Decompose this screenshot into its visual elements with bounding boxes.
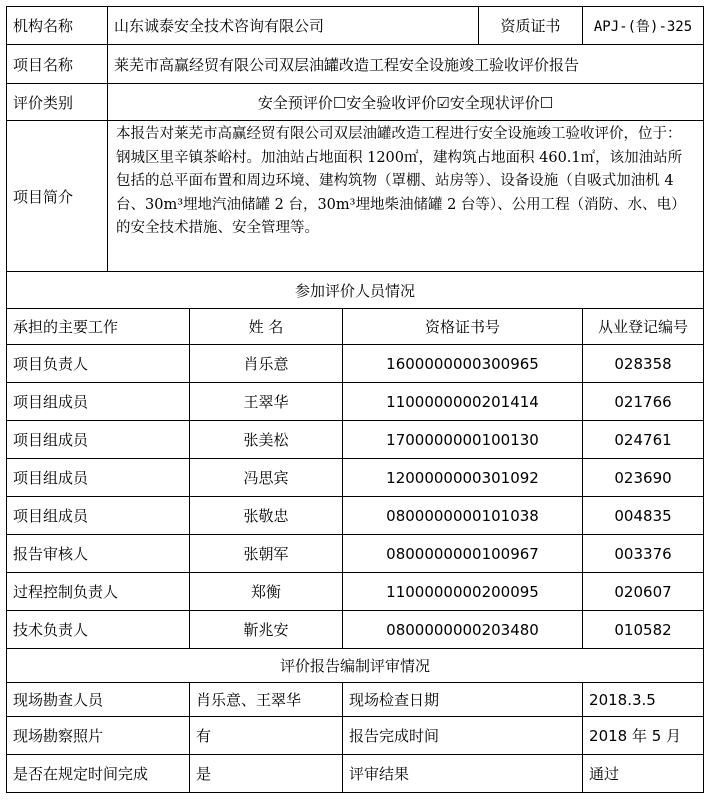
project-intro-text: 本报告对莱芜市高赢经贸有限公司双层油罐改造工程进行安全设施竣工验收评价，位于：钢城区里辛镇茶峪村。加油站占地面积 1200㎡，建构筑占地面积 460.1㎡，该加油站所包括的总平面布置和周边环境、建构筑物（罩棚、站房等）、设备设施（自吸式加油机 4 台、30m³埋地汽油储罐 2 台，30m³埋地柴油储罐 2 台等）、公用工程（消防、水、电）的安全技术措施、安全管理等。 [108,121,704,272]
person-cert: 0800000000203480 [343,611,583,649]
project-name-row [7,45,704,84]
col-header-role: 承担的主要工作 [7,309,190,345]
person-reg: 020607 [583,573,704,611]
person-reg: 023690 [583,459,704,497]
person-reg: 004835 [583,497,704,535]
person-name: 王翠华 [190,383,343,421]
survey-staff-label: 现场勘查人员 [7,683,190,717]
photos-label: 现场勘察照片 [7,717,190,755]
person-role: 项目组成员 [7,421,190,459]
person-reg: 021766 [583,383,704,421]
inspection-date-label: 现场检查日期 [343,683,583,717]
cert-label: 资质证书 [479,7,583,45]
project-intro-label: 项目简介 [7,121,108,272]
person-name: 张朝军 [190,535,343,573]
person-cert: 0800000000100967 [343,535,583,573]
personnel-section-title: 参加评价人员情况 [7,272,704,309]
person-cert: 1100000000201414 [343,383,583,421]
person-reg: 010582 [583,611,704,649]
review-row-survey [7,683,704,717]
person-role: 项目组成员 [7,459,190,497]
review-row-result [7,755,704,793]
result-value: 通过 [583,755,704,793]
cert-value: APJ-(鲁)-325 [583,7,704,45]
col-header-name: 姓 名 [190,309,343,345]
person-cert: 1100000000200095 [343,573,583,611]
table-row [7,421,704,459]
col-header-cert: 资格证书号 [343,309,583,345]
col-header-reg: 从业登记编号 [583,309,704,345]
on-time-label: 是否在规定时间完成 [7,755,190,793]
result-label: 评审结果 [343,755,583,793]
person-name: 张敬忠 [190,497,343,535]
org-value: 山东诚泰安全技术咨询有限公司 [108,7,479,45]
personnel-section-header [7,272,704,309]
person-name: 冯思宾 [190,459,343,497]
person-role: 项目组成员 [7,383,190,421]
person-role: 报告审核人 [7,535,190,573]
table-row [7,459,704,497]
review-row-photos [7,717,704,755]
completion-value: 2018 年 5 月 [583,717,704,755]
person-role: 项目组成员 [7,497,190,535]
project-intro-row [7,121,704,272]
review-section-title: 评价报告编制评审情况 [7,649,704,683]
org-label: 机构名称 [7,7,108,45]
table-row [7,383,704,421]
person-name: 肖乐意 [190,345,343,383]
person-reg: 003376 [583,535,704,573]
photos-value: 有 [190,717,343,755]
eval-type-label: 评价类别 [7,84,108,121]
eval-type-value: 安全预评价☐安全验收评价☑安全现状评价☐ [108,84,704,121]
person-cert: 1700000000100130 [343,421,583,459]
review-section-header [7,649,704,683]
project-name-label: 项目名称 [7,45,108,84]
person-role: 技术负责人 [7,611,190,649]
inspection-date-value: 2018.3.5 [583,683,704,717]
person-name: 靳兆安 [190,611,343,649]
table-row [7,345,704,383]
evaluation-info-table [6,6,704,793]
person-name: 张美松 [190,421,343,459]
person-cert: 1200000000301092 [343,459,583,497]
completion-label: 报告完成时间 [343,717,583,755]
survey-staff-value: 肖乐意、王翠华 [190,683,343,717]
table-row [7,573,704,611]
table-row [7,611,704,649]
org-row [7,7,704,45]
person-reg: 024761 [583,421,704,459]
personnel-column-headers [7,309,704,345]
person-role: 项目负责人 [7,345,190,383]
person-cert: 1600000000300965 [343,345,583,383]
project-name-value: 莱芜市高赢经贸有限公司双层油罐改造工程安全设施竣工验收评价报告 [108,45,704,84]
eval-type-row [7,84,704,121]
person-role: 过程控制负责人 [7,573,190,611]
on-time-value: 是 [190,755,343,793]
person-name: 郑衡 [190,573,343,611]
person-cert: 0800000000101038 [343,497,583,535]
person-reg: 028358 [583,345,704,383]
table-row [7,535,704,573]
table-row [7,497,704,535]
